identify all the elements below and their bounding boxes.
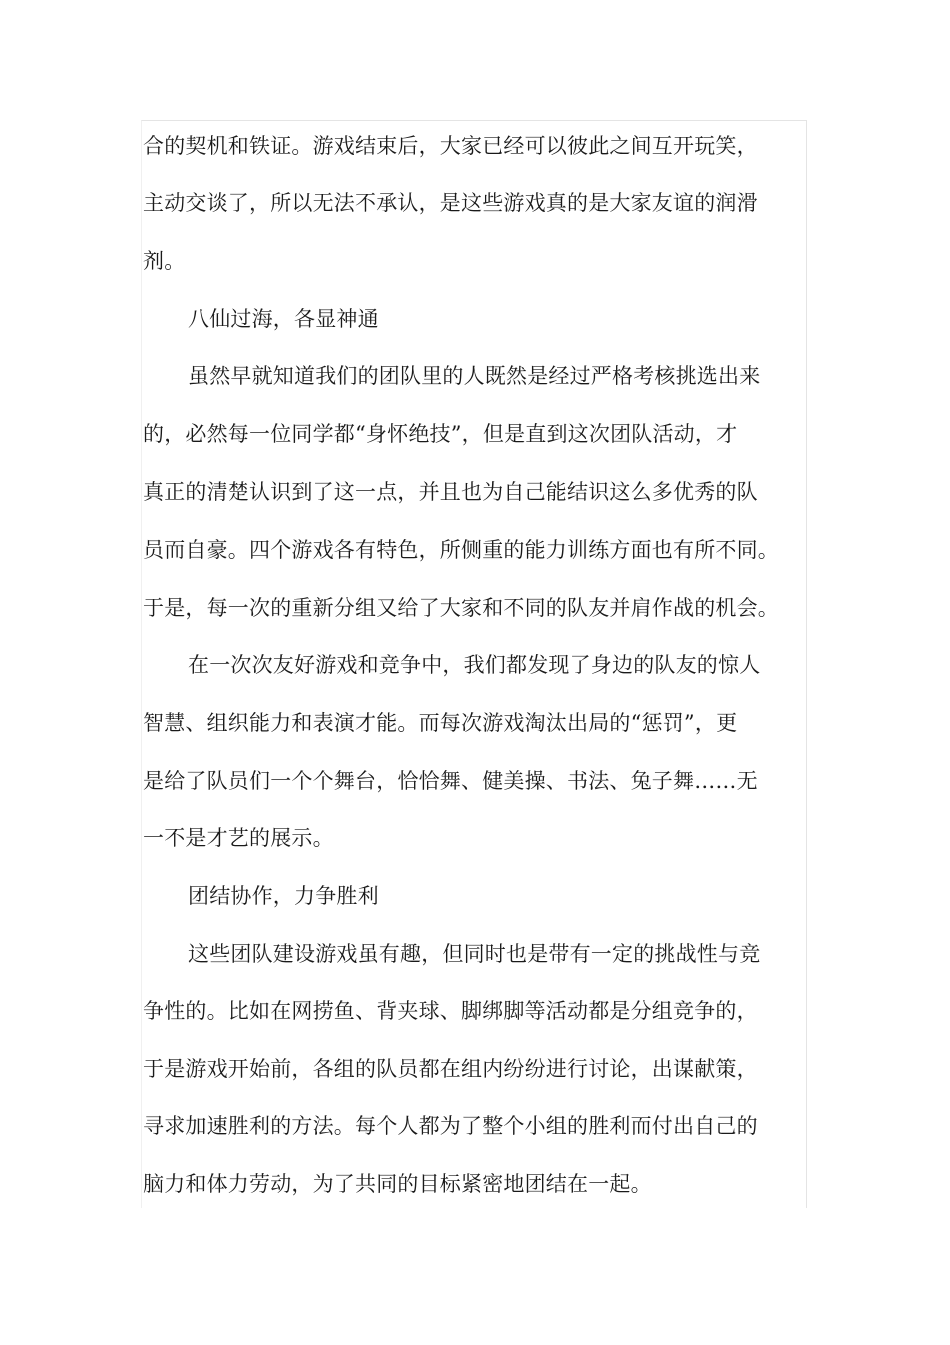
text-line: 主动交谈了，所以无法不承认，是这些游戏真的是大家友谊的润滑 xyxy=(143,191,758,215)
text-line: 争性的。比如在网捞鱼、背夹球、脚绑脚等活动都是分组竞争的， xyxy=(143,999,758,1023)
text-line: 智慧、组织能力和表演才能。而每次游戏淘汰出局的“惩罚”，更 xyxy=(143,711,738,735)
text-line: 在一次次友好游戏和竞争中，我们都发现了身边的队友的惊人 xyxy=(188,653,761,677)
text-line: 真正的清楚认识到了这一点，并且也为自己能结识这么多优秀的队 xyxy=(143,480,758,504)
text-line: 虽然早就知道我们的团队里的人既然是经过严格考核挑选出来 xyxy=(188,364,761,388)
section-heading: 团结协作，力争胜利 xyxy=(188,884,379,908)
text-line: 脑力和体力劳动，为了共同的目标紧密地团结在一起。 xyxy=(143,1172,652,1196)
text-line: 是给了队员们一个个舞台，恰恰舞、健美操、书法、兔子舞……无 xyxy=(143,769,758,793)
text-line: 一不是才艺的展示。 xyxy=(143,826,334,850)
text-line: 这些团队建设游戏虽有趣，但同时也是带有一定的挑战性与竞 xyxy=(188,942,761,966)
text-line: 员而自豪。四个游戏各有特色，所侧重的能力训练方面也有所不同。 xyxy=(143,538,779,562)
text-line: 寻求加速胜利的方法。每个人都为了整个小组的胜利而付出自己的 xyxy=(143,1114,758,1138)
text-line: 合的契机和铁证。游戏结束后，大家已经可以彼此之间互开玩笑， xyxy=(143,134,758,158)
section-heading: 八仙过海，各显神通 xyxy=(188,307,379,331)
text-line: 于是游戏开始前，各组的队员都在组内纷纷进行讨论，出谋献策， xyxy=(143,1057,758,1081)
text-line: 于是，每一次的重新分组又给了大家和不同的队友并肩作战的机会。 xyxy=(143,596,779,620)
text-line: 剂。 xyxy=(143,249,186,273)
text-line: 的，必然每一位同学都“身怀绝技”，但是直到这次团队活动，才 xyxy=(143,422,738,446)
